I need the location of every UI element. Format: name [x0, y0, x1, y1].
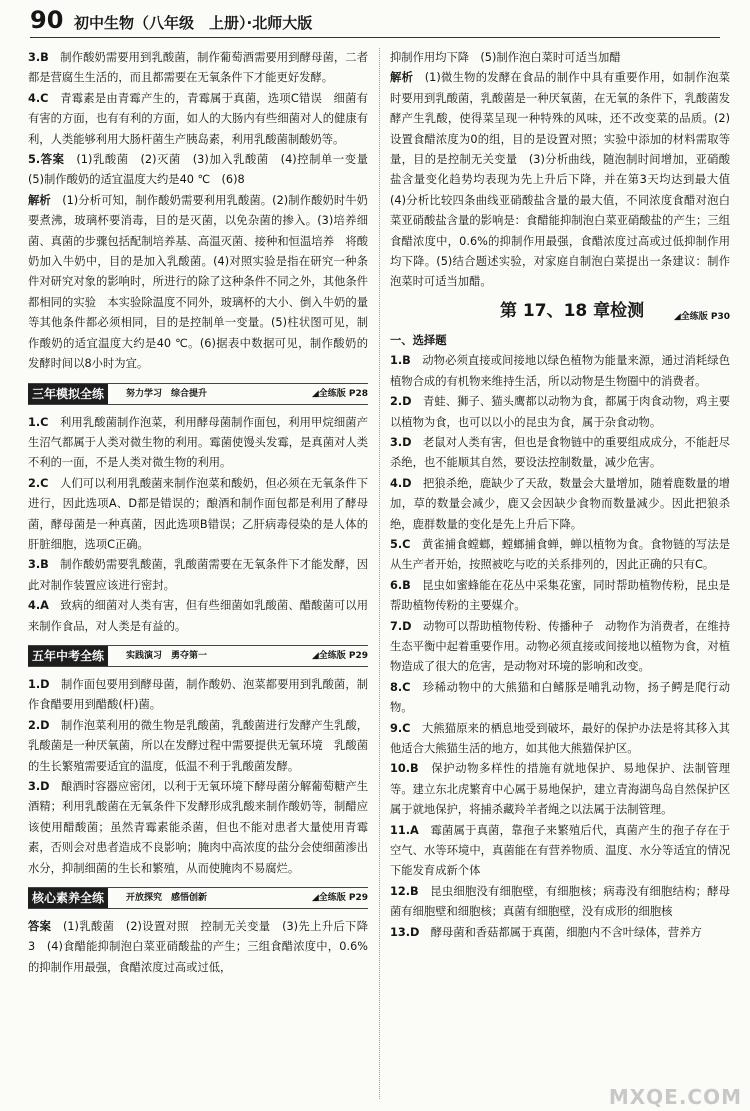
- question-item: 3.D 老鼠对人类有害，但也是食物链中的重要组成成分，不能赶尽杀绝，也不能顺其自然，要设法控制数量，减少危害。: [390, 435, 730, 470]
- question-item: 6.B 昆虫如蜜蜂能在花丛中采集花蜜，同时帮助植物传粉，昆虫是帮助植物传粉的主要媒介。: [390, 578, 730, 613]
- question-item: 2.D 青蛙、狮子、猫头鹰都以动物为食，都属于肉食动物，鸡主要以植物为食，也可以以小的昆虫为食，属于杂食动物。: [390, 395, 730, 429]
- question-item: 5.C 黄雀捕食螳螂，螳螂捕食蝉，蝉以植物为食。食物链的写法是从生产者开始，按照被吃与吃的关系排列的，因此正确的只有C。: [390, 537, 730, 572]
- answer-item: 2.C 人们可以利用乳酸菌来制作泡菜和酸奶，但必须在无氧条件下进行，因此选项A、D都是错误的；酿酒和制作面包都是利用了酵母菌，酵母菌是一种真菌，因此选项B错误；乙肝病毒侵染的是人体的肝脏细胞，选项C正确。: [28, 476, 368, 551]
- answer-item: 5.答案 (1)乳酸菌 (2)灭菌 (3)加入乳酸菌 (4)控制单一变量 (5)制作酸奶的适宜温度大约是40 ℃ (6)8: [28, 153, 380, 187]
- answer-item: 4.C 青霉素是由青霉产生的，青霉属于真菌，选项C错误 细菌有有害的方面，也有有利的方面，如人的大肠内有些细菌对人的健康有利，人类能够利用大肠杆菌生产胰岛素，利用乳酸菌制酸奶等。: [28, 91, 368, 146]
- section-label: 一、选择题: [390, 333, 447, 347]
- answer-item: 答案 (1)乳酸菌 (2)设置对照 控制无关变量 (3)先上升后下降 3 (4)食醋能抑制泡白菜亚硝酸盐的产生；三组食醋浓度中，0.6%的抑制作用最强，食醋浓度过高或过低，: [28, 920, 380, 974]
- banner-subtitle: 实践演习 勇夺第一: [126, 650, 208, 661]
- banner-tag: 五年中考全练: [28, 646, 108, 666]
- chapter-header: [390, 299, 730, 329]
- chapter-page-ref: ◢全练版 P30: [673, 311, 730, 322]
- banner-page-ref: ◢全练版 P28: [311, 388, 368, 399]
- banner-tag: 三年模拟全练: [28, 384, 108, 404]
- banner-page-ref: ◢全练版 P29: [311, 893, 368, 904]
- right-column: [390, 48, 742, 943]
- answer-continued: 抑制作用均下降 (5)制作泡白菜时可适当加醋: [390, 51, 621, 64]
- question-item: 12.B 昆虫细胞没有细胞壁，有细胞核；病毒没有细胞结构；酵母菌有细胞壁和细胞核；真菌有细胞壁，没有成形的细胞核: [390, 884, 730, 919]
- page-header: [30, 6, 730, 36]
- answer-item: 1.C 利用乳酸菌制作泡菜，利用酵母菌制作面包，利用甲烷细菌产生沼气都属于人类对微生物的利用。霉菌使馒头发霉，是真菌对人类不利的一面，不是人类对微生物的利用。: [28, 415, 368, 470]
- question-item: 8.C 珍稀动物中的大熊猫和白鳍豚是哺乳动物，扬子鳄是爬行动物。: [390, 680, 730, 715]
- question-item: 1.B 动物必须直接或间接地以绿色植物为能量来源，通过消耗绿色植物合成的有机物来维持生活，所以动物是生物圈中的消费者。: [390, 354, 730, 388]
- section-banner: [28, 887, 368, 909]
- question-item: 4.D 把狼杀绝，鹿缺少了天敌，数量会大量增加，随着鹿数量的增加，草的数量会减少，鹿又会因缺少食物而数量减少。因此把狼杀绝，鹿群数量的变化是先上升后下降。: [390, 476, 730, 531]
- section-banner: [28, 383, 368, 405]
- banner-page-ref: ◢全练版 P29: [311, 650, 368, 661]
- explanation: 解析 (1)微生物的发酵在食品的制作中具有重要作用，如制作泡菜时要用到乳酸菌，乳酸菌是一种厌氧菌，在无氧的条件下，乳酸菌发酵产生乳酸，使得菜呈现一种特殊的风味，还不改变菜的品质。(2)设置食醋浓度为0的组，目的是设置对照；实验中添加的材料需取等量，目的是控制无关变量 (3)分析曲线，随泡制时间增加，亚硝酸盐含量变化趋势均表现为先上升后下降，并在第3天均达到最大值 (4)分析比较四条曲线亚硝酸盐含量的最大值，不同浓度食醋对泡白菜亚硝酸盐含量的影响是：食醋能抑制泡白菜亚硝酸盐的产生；三组食醋浓度中，0.6%的抑制作用最强，食醋浓度过高或过低抑制作用均下降。(5)结合题述实验，对家庭自制泡白菜提出一条建议：制作泡菜时可适当加醋。: [390, 71, 742, 289]
- section-banner: [28, 645, 368, 667]
- header-rule: [30, 37, 720, 38]
- answer-item: 4.A 致病的细菌对人类有害，但有些细菌如乳酸菌、醋酸菌可以用来制作食品，对人类是有益的。: [28, 599, 368, 633]
- column-divider: [379, 48, 380, 1099]
- watermark: MXQE.COM: [608, 1085, 742, 1109]
- left-column: [28, 48, 380, 978]
- page-number: 90: [30, 6, 64, 34]
- question-item: 13.D 酵母菌和香菇都属于真菌，细胞内不含叶绿体，营养方: [390, 925, 702, 939]
- answer-item: 3.B 制作酸奶需要乳酸菌，乳酸菌需要在无氧条件下才能发酵，因此对制作装置应该进行密封。: [28, 558, 368, 592]
- book-title: 初中生物（八年级 上册）·北师大版: [74, 14, 313, 32]
- question-item: 11.A 霉菌属于真菌，靠孢子来繁殖后代，真菌产生的孢子存在于空气、水等环境中，真菌能在有营养物质、温度、水分等适宜的情况下能发育成新个体: [390, 823, 730, 878]
- banner-tag: 核心素养全练: [28, 888, 108, 908]
- question-item: 7.D 动物可以帮助植物传粉、传播种子 动物作为消费者，在维持生态平衡中起着重要作用。动物必须直接或间接地以植物为食，对植物造成了很大的危害，是动物对环境的影响和改变。: [390, 619, 730, 674]
- answer-item: 3.D 酿酒时容器应密闭，以利于无氧环境下酵母菌分解葡萄糖产生酒精；利用乳酸菌在无氧条件下发酵形成乳酸来制作酸奶等，制醋应该使用醋酸菌；虽然青霉素能杀菌，但也不能对患者大量使用青霉素，否则会对患者造成不良影响；腌肉中高浓度的盐分会使细菌渗出水分，抑制细菌的生长和繁殖，从而使腌肉不易腐烂。: [28, 780, 368, 875]
- chapter-title: 第 17、18 章检测: [500, 300, 645, 321]
- explanation: 解析 (1)分析可知，制作酸奶需要利用乳酸菌。(2)制作酸奶时牛奶要煮沸，玻璃杯要消毒，目的是灭菌，以免杂菌的掺入。(3)培养细菌、真菌的步骤包括配制培养基、高温灭菌、接种和恒温培养 将酸奶加入牛奶中，目的是加入乳酸菌。(4)对照实验是指在研究一种条件对研究对象的影响时，所进行的除了这种条件不同之外，其他条件都相同的实验 本实验除温度不同外，玻璃杯的大小、倒入牛奶的量等其他条件都必须相同，目的是控制单一变量。(5)柱状图可见，制作酸奶的适宜温度大约是40 ℃。(6)据表中数据可见，制作酸奶的发酵时间以8小时为宜。: [28, 193, 368, 371]
- banner-subtitle: 努力学习 综合提升: [126, 388, 208, 399]
- question-item: 9.C 大熊猫原来的栖息地受到破坏，最好的保护办法是将其移入其他适合大熊猫生活的地方，如其他大熊猫保护区。: [390, 721, 730, 755]
- answer-item: 2.D 制作泡菜利用的微生物是乳酸菌，乳酸菌进行发酵产生乳酸，乳酸菌是一种厌氧菌，所以在发酵过程中需要提供无氧环境 乳酸菌的生长繁殖需要适宜的温度，低温不利于乳酸菌发酵。: [28, 718, 368, 773]
- answer-item: 3.B 制作酸奶需要用到乳酸菌，制作葡萄酒需要用到酵母菌，二者都是营腐生生活的，而且都需要在无氧条件下才能更好发酵。: [28, 51, 368, 85]
- question-item: 10.B 保护动物多样性的措施有就地保护、易地保护、法制管理等。建立东北虎繁育中心属于易地保护，建立青海湖鸟岛自然保护区属于就地保护，将捕杀藏羚羊者绳之以法属于法制管理。: [390, 762, 730, 817]
- answer-item: 1.D 制作面包要用到酵母菌，制作酸奶、泡菜都要用到乳酸菌，制作食醋要用到醋酸(杆)菌。: [28, 677, 368, 712]
- banner-subtitle: 开放探究 感悟创新: [126, 893, 208, 904]
